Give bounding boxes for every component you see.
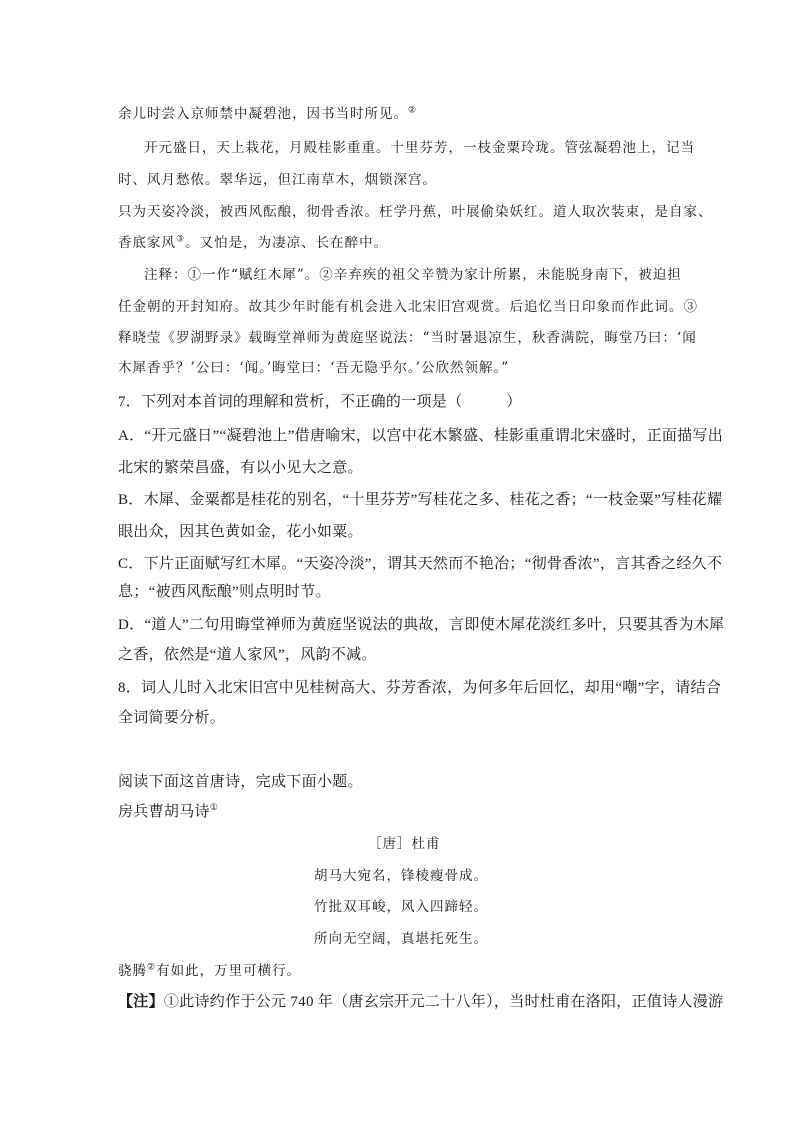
verse-line: 竹批双耳峻，风入四蹄轻。 bbox=[314, 899, 488, 915]
verse-line: 骁腾②有如此，万里可横行。 bbox=[118, 962, 302, 979]
section-intro: 阅读下面这首唐诗，完成下面小题。 bbox=[118, 774, 363, 790]
poem-line: 只为天姿冷淡，被西风酝酿，彻骨香浓。枉学丹蕉，叶展偷染妖红。道人取次装束，是自家、 bbox=[118, 204, 713, 220]
note-line: 注释：①一作“赋红木犀”。②辛弃疾的祖父辛赞为家计所累，未能脱身南下，被迫担 bbox=[144, 267, 682, 283]
question-7-stem: 7．下列对本首词的理解和赏析，不正确的一项是（ ） bbox=[118, 394, 522, 410]
footnote-marker: ③ bbox=[176, 234, 186, 245]
option-c-cont: 息；“被西风酝酿”则点明时节。 bbox=[118, 584, 331, 600]
question-8-stem: 8．词人儿时入北宋旧宫中见桂树高大、芬芳香浓，为何多年后回忆，却用“嘲”字，请结合 bbox=[118, 680, 722, 696]
poem-author: ［唐］杜甫 bbox=[368, 836, 441, 852]
footnote-marker: ① bbox=[209, 802, 219, 812]
verse-line: 胡马大宛名，锋棱瘦骨成。 bbox=[314, 868, 488, 884]
option-a: A．“开元盛日”“凝碧池上”借唐喻宋，以宫中花木繁盛、桂影重重谓北宋盛时，正面描写出 bbox=[118, 428, 724, 444]
question-8-cont: 全词简要分析。 bbox=[118, 710, 226, 726]
note-line: 释晓莹《罗湖野录》载晦堂禅师为黄庭坚说法：“当时暑退凉生，秋香满院，晦堂乃曰：‘闻 bbox=[118, 330, 697, 346]
poem-preface: 余儿时尝入京师禁中凝碧池，因书当时所见。② bbox=[118, 105, 418, 122]
note-line: 木犀香乎？’公曰：‘闻。’晦堂曰：‘吾无隐乎尔。’公欣然领解。” bbox=[118, 360, 510, 376]
option-c: C．下片正面赋写红木犀。“天姿冷淡”，谓其天然而不艳冶；“彻骨香浓”，言其香之经久不 bbox=[118, 556, 723, 572]
note-bracket: 【注】 bbox=[118, 994, 164, 1010]
poem-title: 房兵曹胡马诗① bbox=[118, 802, 219, 820]
verse-line: 所向无空阔，真堪托死生。 bbox=[314, 931, 488, 947]
footnote-marker: ② bbox=[147, 962, 157, 973]
option-d-cont: 之香，依然是“道人家风”，风韵不减。 bbox=[118, 647, 377, 663]
option-b-cont: 眼出众，因其色黄如金，花小如粟。 bbox=[118, 524, 363, 540]
option-a-cont: 北宋的繁荣昌盛，有以小见大之意。 bbox=[118, 460, 363, 476]
footnote-marker: ② bbox=[408, 105, 418, 116]
poem-line: 时、风月愁侬。翠华远，但江南草木，烟锁深宫。 bbox=[118, 172, 437, 188]
note-line: 任金朝的开封知府。故其少年时能有机会进入北宋旧宫观赏。后追忆当日印象而作此词。③ bbox=[118, 299, 698, 315]
option-b: B．木犀、金粟都是桂花的别名，“十里芬芳”写桂花之多、桂花之香；“一枝金粟”写桂花耀 bbox=[118, 492, 723, 508]
poem-note: 【注】①此诗约作于公元 740 年（唐玄宗开元二十八年），当时杜甫在洛阳，正值诗人漫游 bbox=[118, 994, 724, 1010]
poem-line: 香底家风③。又怕是，为凄凉、长在醉中。 bbox=[118, 234, 389, 251]
poem-line: 开元盛日，天上栽花，月殿桂影重重。十里芬芳，一枝金粟玲珑。管弦凝碧池上，记当 bbox=[144, 140, 695, 156]
option-d: D．“道人”二句用晦堂禅师为黄庭坚说法的典故，言即使木犀花淡红多叶，只要其香为木犀 bbox=[118, 617, 725, 633]
